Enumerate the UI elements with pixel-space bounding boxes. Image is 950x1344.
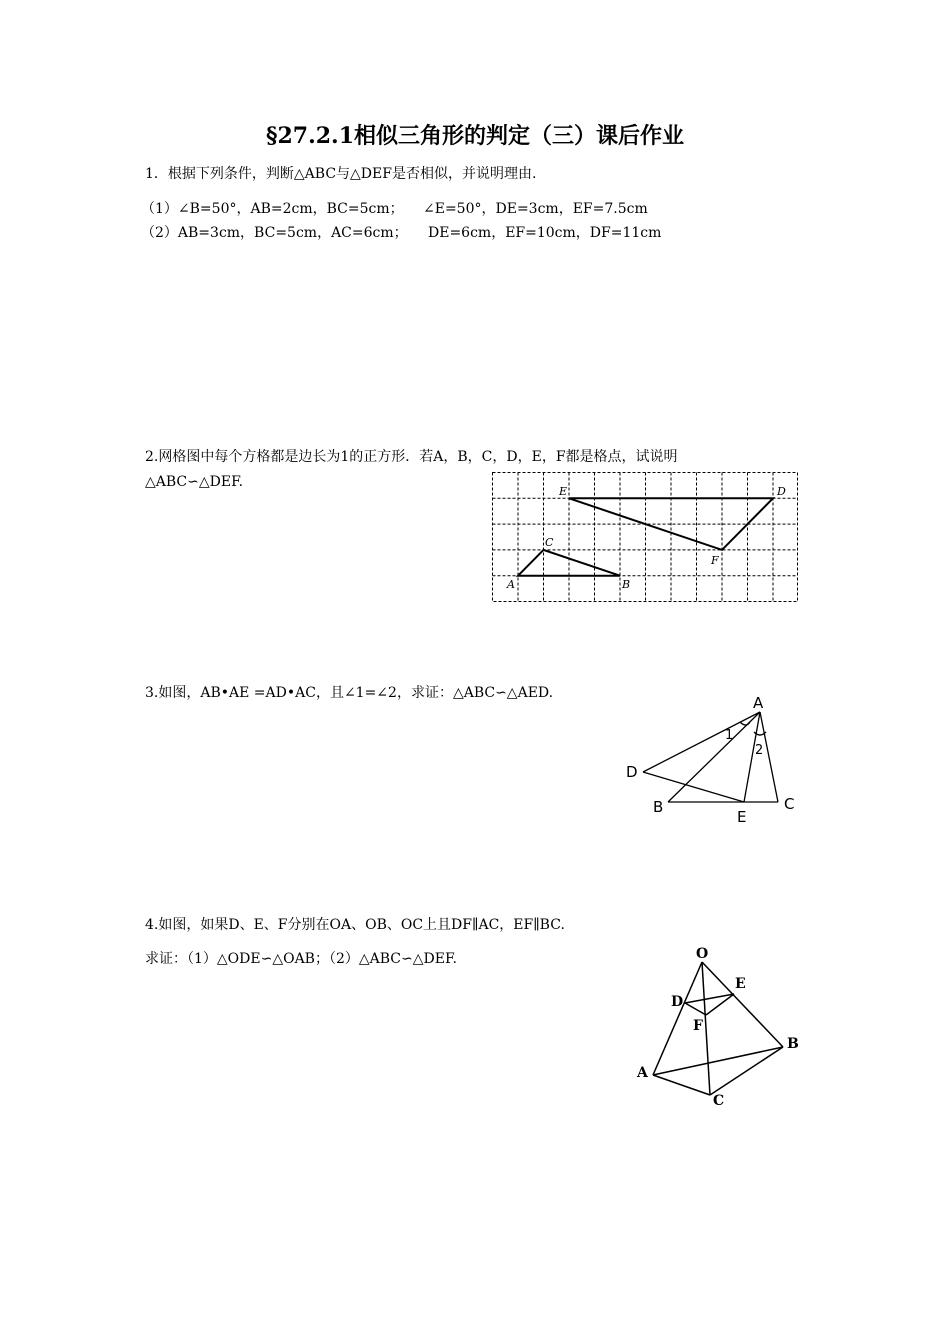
- label-d: D: [626, 763, 638, 781]
- q4-figure: [630, 940, 810, 1120]
- label-c: C: [545, 536, 554, 549]
- q1-part2-left: （2）AB=3cm，BC=5cm，AC=6cm；: [141, 225, 408, 241]
- label-b: B: [787, 1036, 799, 1052]
- label-b: B: [653, 798, 664, 816]
- q2-line1: 2.网格图中每个方格都是边长为1的正方形．若A，B，C，D，E，F都是格点，试说明: [145, 449, 678, 465]
- label-o: O: [696, 946, 709, 962]
- page-title: §27.2.1相似三角形的判定（三）课后作业: [265, 123, 685, 149]
- q2-grid-figure: [490, 470, 800, 605]
- q1-stem: 1．根据下列条件，判断△ABC与△DEF是否相似，并说明理由.: [145, 166, 537, 182]
- label-e: E: [735, 976, 746, 992]
- q1-part1-right: ∠E=50°，DE=3cm，EF=7.5cm: [423, 201, 648, 217]
- label-b: B: [622, 578, 631, 591]
- label-a: A: [753, 694, 764, 712]
- label-a: A: [637, 1065, 648, 1081]
- grid-lines: [493, 473, 798, 602]
- label-d: D: [777, 485, 786, 498]
- q1-part1-left: （1）∠B=50°，AB=2cm，BC=5cm；: [141, 201, 404, 217]
- label-angle2: 2: [755, 743, 764, 758]
- q4-line1: 4.如图，如果D、E、F分别在OA、OB、OC上且DF∥AC，EF∥BC.: [145, 917, 565, 933]
- label-f: F: [693, 1018, 703, 1034]
- label-a: A: [507, 578, 515, 591]
- label-f: F: [711, 554, 719, 567]
- q4-line2: 求证：（1）△ODE∽△OAB；（2）△ABC∽△DEF.: [145, 951, 457, 967]
- label-d: D: [671, 994, 684, 1010]
- q3-stem: 3.如图，AB•AE =AD•AC，且∠1=∠2，求证：△ABC∽△AED.: [145, 685, 554, 701]
- label-e: E: [737, 808, 747, 826]
- q1-part2-right: DE=6cm，EF=10cm，DF=11cm: [428, 225, 662, 241]
- label-e: E: [559, 485, 568, 498]
- q3-figure: [620, 690, 810, 830]
- q2-line2: △ABC∽△DEF.: [145, 474, 244, 490]
- label-angle1: 1: [725, 728, 734, 743]
- label-c: C: [713, 1093, 725, 1109]
- label-c: C: [784, 795, 795, 813]
